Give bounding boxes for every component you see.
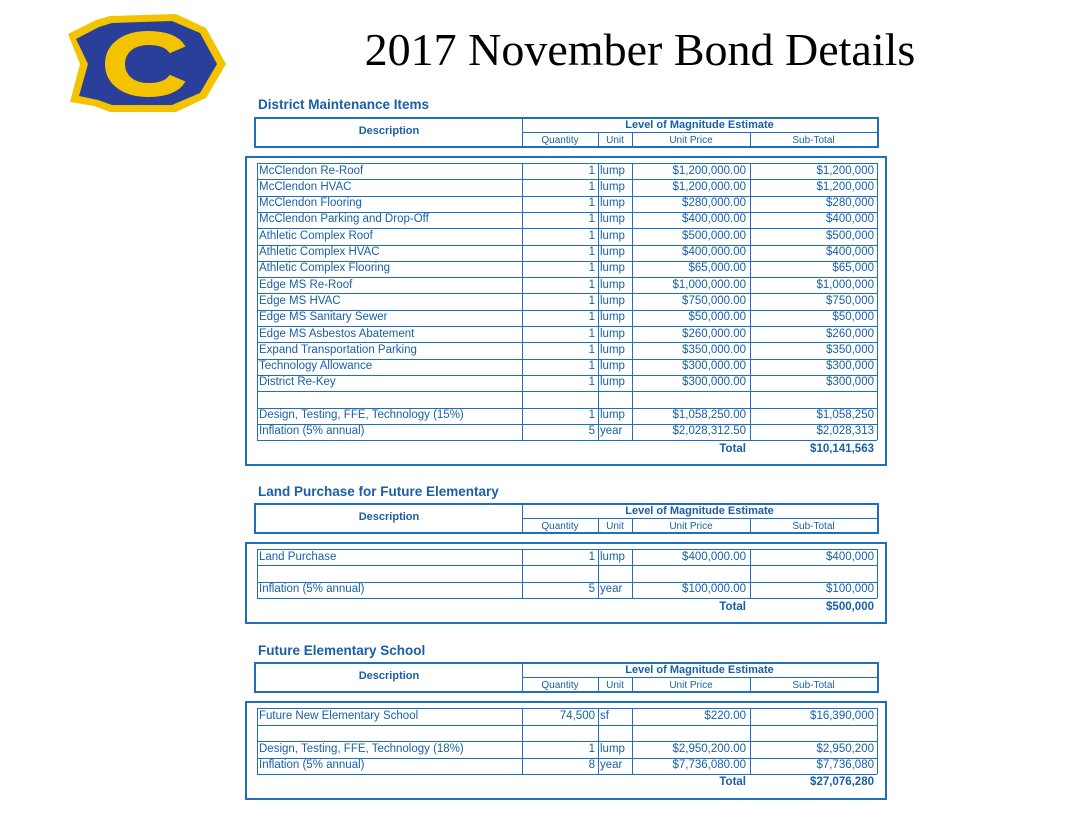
cell-price: $1,058,250.00	[672, 409, 746, 421]
header-unit: Unit	[606, 135, 624, 146]
cell-unit: lump	[600, 343, 625, 356]
cell-sub: $100,000	[826, 583, 874, 596]
cell-price: $400,000.00	[682, 246, 746, 258]
cell-sub: $50,000	[832, 311, 874, 324]
cell-price: $1,000,000.00	[672, 278, 746, 291]
header-estimate: Level of Magnitude Estimate	[625, 664, 774, 676]
cell-desc: District Re-Key	[259, 376, 336, 389]
cell-qty: 8	[588, 759, 595, 771]
cell-desc: Inflation (5% annual)	[259, 583, 365, 596]
header-quantity: Quantity	[541, 680, 579, 691]
cell-qty: 1	[588, 197, 595, 210]
row-divider	[257, 725, 877, 726]
cell-sub: $350,000	[826, 343, 874, 356]
cell-price: $65,000.00	[688, 262, 746, 275]
cell-desc: Edge MS HVAC	[259, 294, 341, 307]
row-divider	[257, 565, 877, 566]
cell-price: $350,000.00	[682, 343, 746, 356]
total-value: $10,141,563	[810, 443, 874, 455]
header-unit-price: Unit Price	[669, 521, 713, 532]
cell-price: $2,028,312.50	[672, 425, 746, 438]
cell-qty: 1	[588, 246, 595, 258]
cell-unit: year	[600, 425, 623, 438]
cell-sub: $400,000	[826, 213, 874, 226]
header-description: Description	[358, 511, 420, 523]
cell-desc: McClendon Parking and Drop-Off	[259, 213, 429, 226]
cell-desc: Land Purchase	[259, 550, 337, 563]
cell-price: $750,000.00	[682, 294, 746, 307]
cell-sub: $750,000	[826, 294, 874, 307]
cell-qty: 1	[588, 327, 595, 340]
cell-qty: 1	[588, 278, 595, 291]
cell-desc: Athletic Complex Roof	[259, 229, 373, 242]
cell-desc: Inflation (5% annual)	[259, 425, 365, 438]
header-subtotal: Sub-Total	[792, 135, 835, 146]
cell-sub: $7,736,080	[816, 759, 874, 771]
cell-sub: $300,000	[826, 360, 874, 373]
cell-sub: $400,000	[826, 550, 874, 563]
cell-desc: Athletic Complex HVAC	[259, 246, 380, 258]
cell-desc: Technology Allowance	[259, 360, 373, 373]
header-estimate: Level of Magnitude Estimate	[625, 119, 774, 131]
cell-qty: 5	[588, 583, 595, 596]
header-estimate: Level of Magnitude Estimate	[625, 505, 774, 517]
cell-unit: lump	[600, 409, 625, 421]
cell-unit: lump	[600, 294, 625, 307]
divider	[598, 549, 599, 598]
cell-desc: Inflation (5% annual)	[259, 759, 365, 771]
cell-sub: $280,000	[826, 197, 874, 210]
header-unit: Unit	[606, 521, 624, 532]
total-label: Total	[719, 601, 746, 613]
total-label: Total	[719, 776, 746, 788]
cell-qty: 1	[588, 164, 595, 177]
header-unit-price: Unit Price	[669, 680, 713, 691]
cell-sub: $300,000	[826, 376, 874, 389]
cell-unit: lump	[600, 550, 625, 563]
cell-desc: McClendon Flooring	[259, 197, 362, 210]
cell-qty: 1	[588, 262, 595, 275]
cell-price: $50,000.00	[688, 311, 746, 324]
cell-qty: 1	[588, 409, 595, 421]
cell-unit: lump	[600, 742, 625, 755]
cell-price: $500,000.00	[682, 229, 746, 242]
header-subtotal: Sub-Total	[792, 521, 835, 532]
cell-unit: lump	[600, 278, 625, 291]
header-description: Description	[358, 125, 420, 137]
section-title: Land Purchase for Future Elementary	[258, 484, 499, 499]
cell-sub: $65,000	[832, 262, 874, 275]
cell-qty: 1	[588, 294, 595, 307]
cell-desc: Design, Testing, FFE, Technology (18%)	[259, 742, 464, 755]
cell-qty: 1	[588, 550, 595, 563]
cell-qty: 1	[588, 742, 595, 755]
cell-desc: Expand Transportation Parking	[259, 343, 417, 356]
cell-price: $7,736,080.00	[672, 759, 746, 771]
divider	[877, 549, 878, 598]
cell-desc: Athletic Complex Flooring	[259, 262, 391, 275]
cell-desc: McClendon HVAC	[259, 180, 352, 193]
cell-price: $2,950,200.00	[672, 742, 746, 755]
cell-qty: 5	[588, 425, 595, 438]
cell-qty: 1	[588, 343, 595, 356]
cell-unit: lump	[600, 164, 625, 177]
header-quantity: Quantity	[541, 135, 579, 146]
cell-unit: lump	[600, 360, 625, 373]
cell-desc: Design, Testing, FFE, Technology (15%)	[259, 409, 464, 421]
cell-sub: $1,058,250	[816, 409, 874, 421]
cell-price: $400,000.00	[682, 213, 746, 226]
cell-sub: $16,390,000	[810, 709, 874, 722]
cell-unit: year	[600, 759, 623, 771]
cell-unit: lump	[600, 262, 625, 275]
cell-qty: 1	[588, 180, 595, 193]
cell-qty: 1	[588, 229, 595, 242]
cell-sub: $260,000	[826, 327, 874, 340]
cell-qty: 1	[588, 360, 595, 373]
cell-price: $300,000.00	[682, 376, 746, 389]
total-value: $500,000	[826, 601, 874, 613]
cell-price: $1,200,000.00	[672, 180, 746, 193]
cell-unit: sf	[600, 709, 609, 722]
cell-unit: lump	[600, 229, 625, 242]
divider	[877, 708, 878, 774]
cell-desc: Edge MS Sanitary Sewer	[259, 311, 388, 324]
total-label: Total	[719, 443, 746, 455]
cell-unit: lump	[600, 246, 625, 258]
cell-unit: year	[600, 583, 623, 596]
cell-price: $220.00	[704, 709, 746, 722]
cell-qty: 1	[588, 376, 595, 389]
page-title: 2017 November Bond Details	[364, 24, 916, 75]
cell-sub: $2,950,200	[816, 742, 874, 755]
cell-price: $1,200,000.00	[672, 164, 746, 177]
cell-qty: 74,500	[559, 709, 595, 722]
section-title: District Maintenance Items	[258, 97, 430, 112]
cell-unit: lump	[600, 213, 625, 226]
cell-sub: $500,000	[826, 229, 874, 242]
cell-qty: 1	[588, 213, 595, 226]
cell-price: $300,000.00	[682, 360, 746, 373]
header-unit-price: Unit Price	[669, 135, 713, 146]
cell-price: $100,000.00	[682, 583, 746, 596]
cell-sub: $1,200,000	[816, 164, 874, 177]
divider	[877, 163, 878, 440]
cell-price: $400,000.00	[682, 550, 746, 563]
cell-desc: Future New Elementary School	[259, 709, 419, 722]
cell-unit: lump	[600, 327, 625, 340]
cell-unit: lump	[600, 197, 625, 210]
cell-unit: lump	[600, 311, 625, 324]
divider	[257, 549, 258, 598]
header-description: Description	[358, 670, 420, 682]
cell-sub: $1,200,000	[816, 180, 874, 193]
cell-desc: Edge MS Re-Roof	[259, 278, 353, 291]
cell-price: $260,000.00	[682, 327, 746, 340]
cell-price: $280,000.00	[682, 197, 746, 210]
cell-sub: $1,000,000	[816, 278, 874, 291]
header-unit: Unit	[606, 680, 624, 691]
header-quantity: Quantity	[541, 521, 579, 532]
row-divider	[257, 391, 877, 392]
header-subtotal: Sub-Total	[792, 680, 835, 691]
school-logo	[66, 12, 228, 116]
row-divider	[257, 440, 877, 441]
cell-sub: $2,028,313	[816, 425, 874, 438]
divider	[598, 163, 599, 440]
total-value: $27,076,280	[810, 776, 874, 788]
cell-desc: McClendon Re-Roof	[259, 164, 364, 177]
cell-desc: Edge MS Asbestos Abatement	[259, 327, 415, 340]
divider	[257, 163, 258, 440]
cell-unit: lump	[600, 376, 625, 389]
section-title: Future Elementary School	[258, 643, 426, 658]
cell-qty: 1	[588, 311, 595, 324]
cell-sub: $400,000	[826, 246, 874, 258]
cell-unit: lump	[600, 180, 625, 193]
